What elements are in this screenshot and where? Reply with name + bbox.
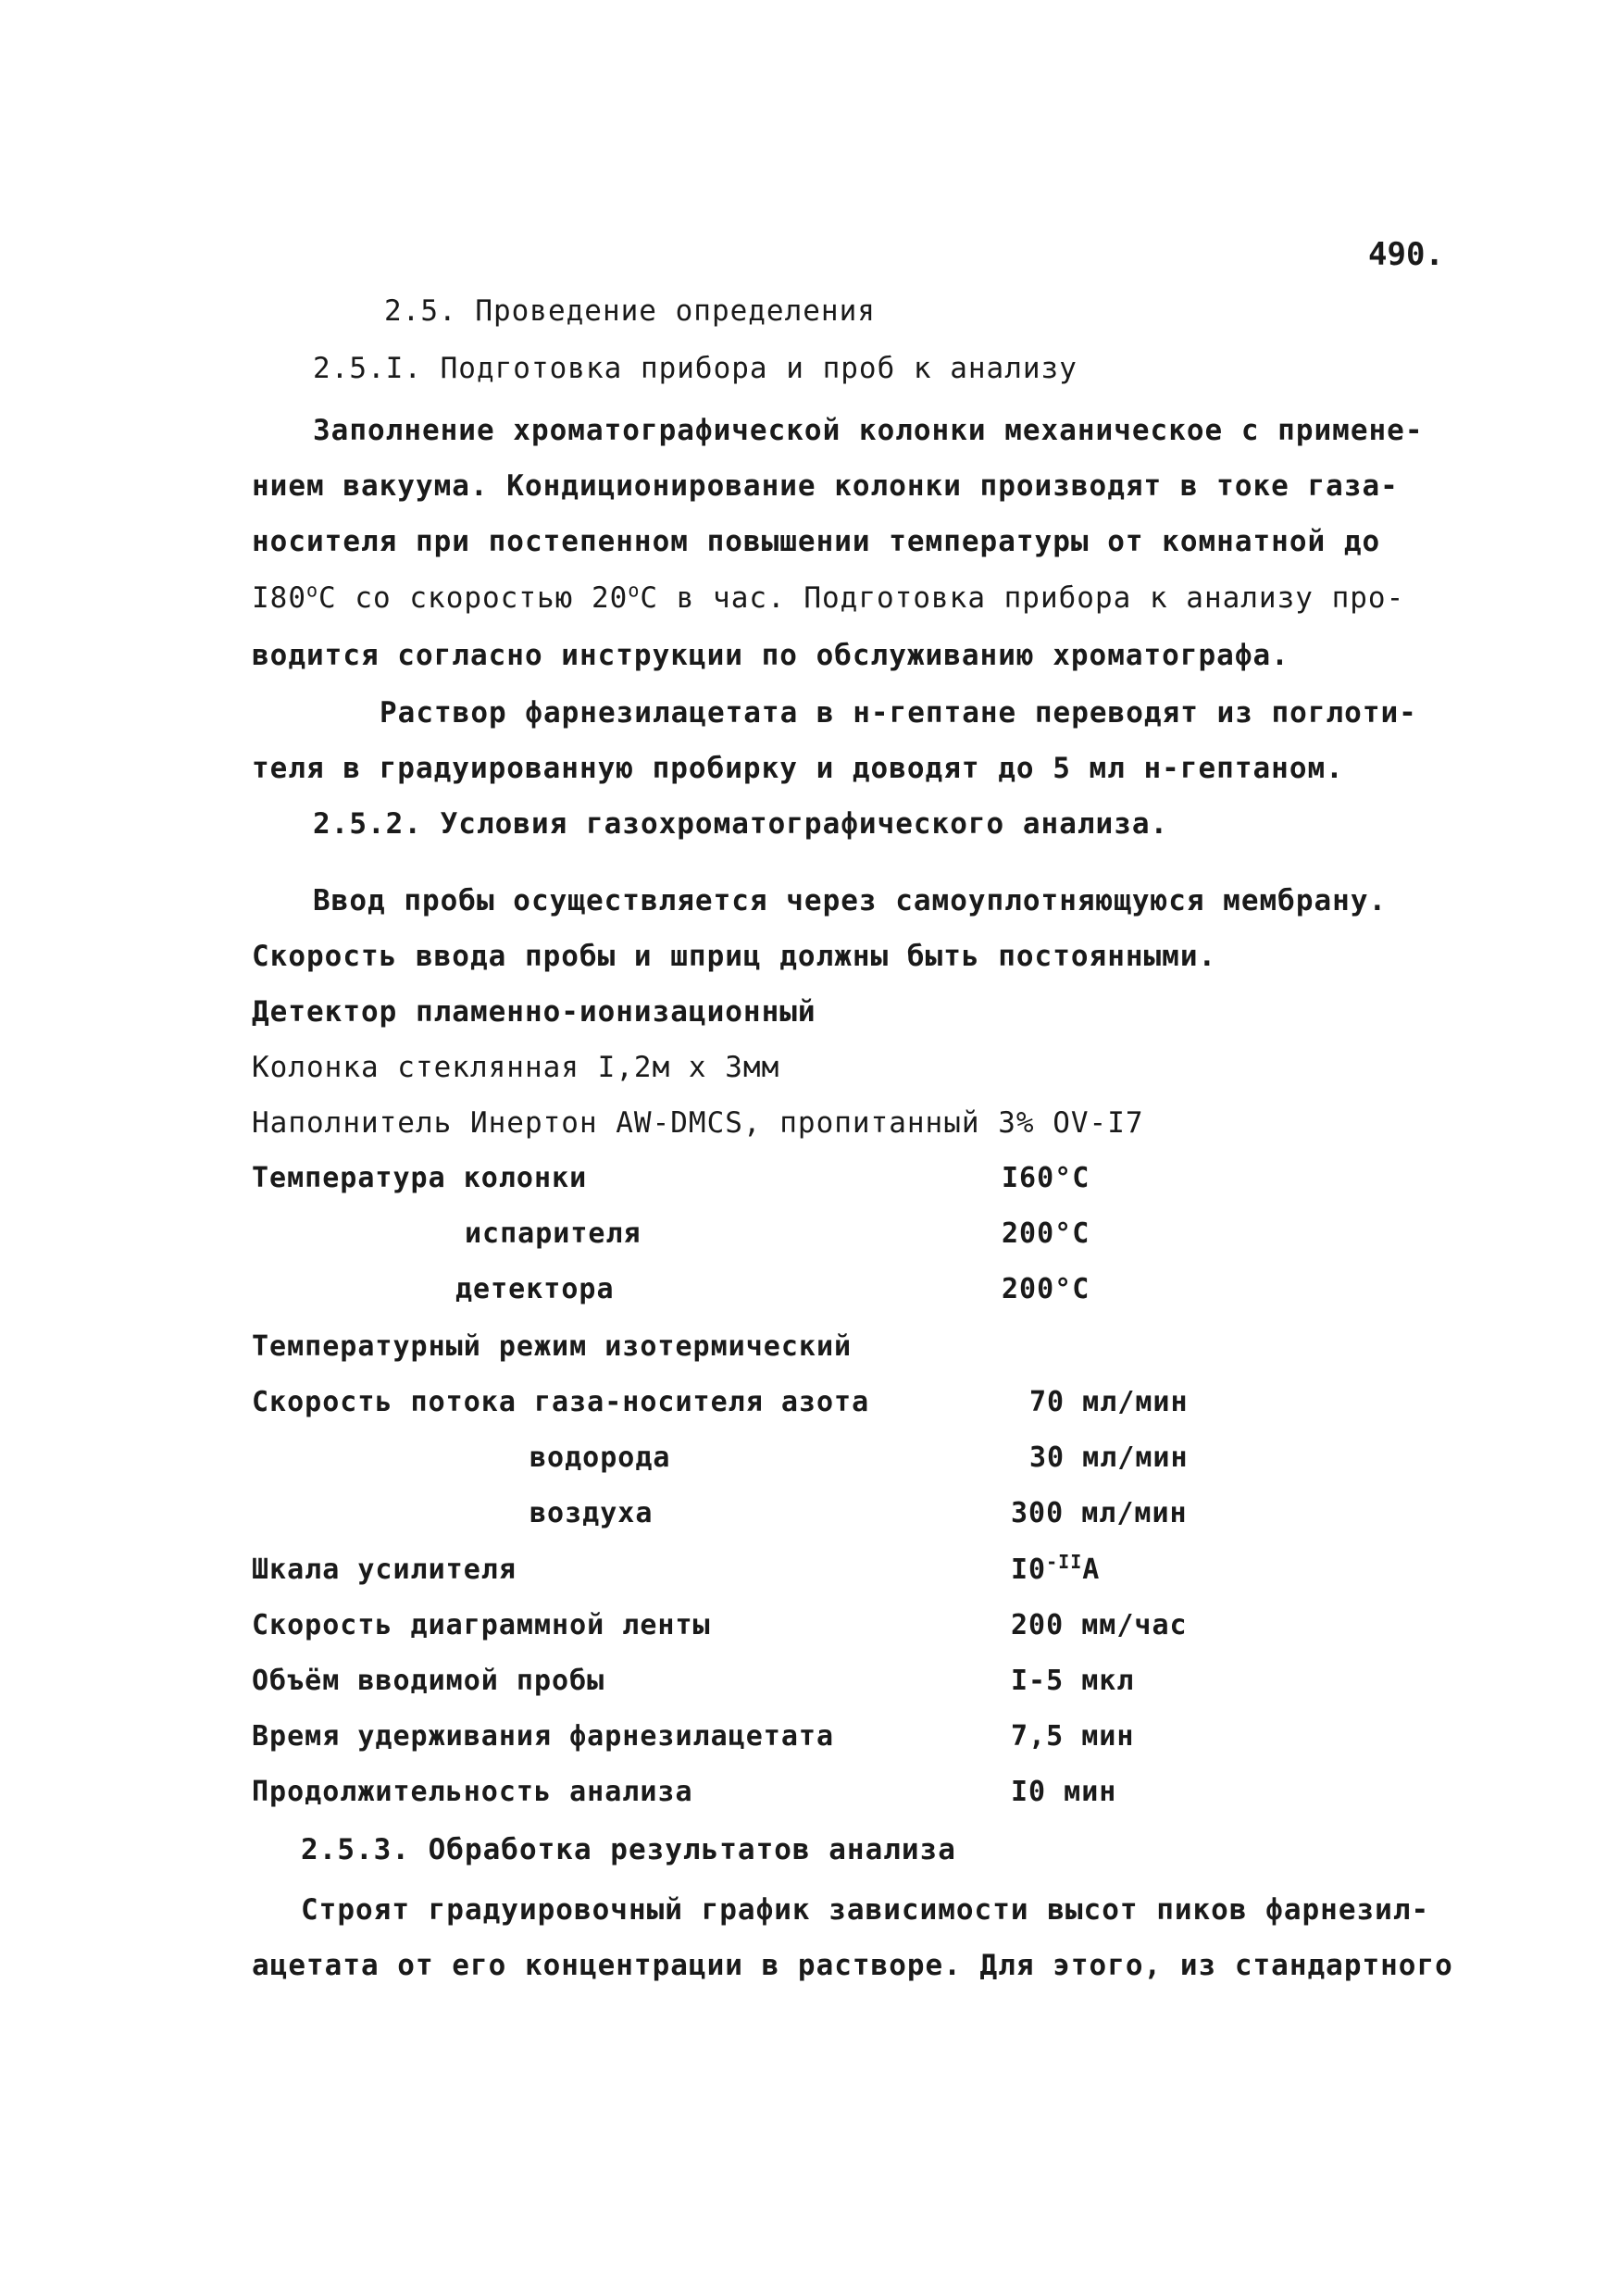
section-heading: 2.5. Проведение определения [384, 294, 876, 328]
text-fragment: С в час. Подготовка прибора к анализу про- [640, 581, 1405, 615]
text-line: водится согласно инструкции по обслуживанию хроматографа. [252, 639, 1289, 672]
param-label: испарителя [465, 1217, 642, 1250]
text-line: Наполнитель Инертон AW-DMCS, пропитанный 3% OV-I7 [252, 1106, 1144, 1140]
page-number: 490. [1368, 236, 1444, 273]
text-line: ацетата от его концентрации в растворе. Для этого, из стандартного [252, 1949, 1453, 1982]
text-line: Колонка стеклянная I,2м х 3мм [252, 1051, 780, 1084]
param-label: Температурный режим изотермический [252, 1330, 853, 1363]
param-label: Шкала усилителя [252, 1554, 517, 1586]
param-value: 30 мл/мин [1029, 1441, 1189, 1474]
text-line: Строят градуировочный график зависимости высот пиков фарнезил- [301, 1893, 1430, 1927]
text-line: нием вакуума. Кондиционирование колонки производят в токе газа- [252, 469, 1399, 503]
text-line: Раствор фарнезилацетата в н-гептане переводят из поглоти- [380, 696, 1417, 730]
subsection-heading-conditions: 2.5.2. Условия газохроматографического анализа. [313, 807, 1169, 841]
param-value: I0 мин [1011, 1776, 1117, 1808]
degree-mark: о [628, 579, 641, 602]
param-label: Температура колонки [252, 1162, 588, 1194]
param-label: детектора [455, 1273, 615, 1305]
scale-unit: А [1082, 1554, 1101, 1586]
param-label: Время удерживания фарнезилацетата [252, 1720, 835, 1753]
text-line: Детектор пламенно-ионизационный [252, 995, 816, 1029]
text-line: носителя при постепенном повышении температуры от комнатной до [252, 525, 1381, 558]
text-line: Ввод пробы осуществляется через самоуплотняющуюся мембрану. [313, 884, 1388, 917]
param-value: 200°С [1002, 1273, 1090, 1305]
text-line [252, 581, 1404, 615]
text-line: Заполнение хроматографической колонки механическое с примене- [313, 414, 1424, 447]
param-value: I60°С [1002, 1162, 1090, 1194]
param-label: Скорость потока газа-носителя азота [252, 1386, 870, 1418]
param-label: водорода [529, 1441, 671, 1474]
param-value: 70 мл/мин [1029, 1386, 1189, 1418]
scale-exponent: -II [1046, 1551, 1083, 1573]
subsection-heading-processing: 2.5.3. Обработка результатов анализа [301, 1833, 956, 1866]
param-label: Объём вводимой пробы [252, 1665, 605, 1697]
scale-base: I0 [1011, 1554, 1047, 1586]
param-value: 200 мм/час [1011, 1609, 1188, 1641]
text-fragment: С со скоростью 20 [318, 581, 629, 615]
param-label: воздуха [529, 1497, 654, 1529]
text-line: Скорость ввода пробы и шприц должны быть постоянными. [252, 940, 1217, 973]
param-value: 7,5 мин [1011, 1720, 1135, 1753]
text-fragment: I80 [252, 581, 306, 615]
param-value: I-5 мкл [1011, 1665, 1135, 1697]
param-label: Скорость диаграммной ленты [252, 1609, 711, 1641]
param-label: Продолжительность анализа [252, 1776, 693, 1808]
text-line: теля в градуированную пробирку и доводят до 5 мл н-гептаном. [252, 752, 1344, 785]
param-value: 200°С [1002, 1217, 1090, 1250]
param-value [1011, 1551, 1101, 1586]
subsection-heading-preparation: 2.5.I. Подготовка прибора и проб к анализу [313, 352, 1078, 385]
param-value: 300 мл/мин [1011, 1497, 1188, 1529]
degree-mark: о [306, 579, 319, 602]
